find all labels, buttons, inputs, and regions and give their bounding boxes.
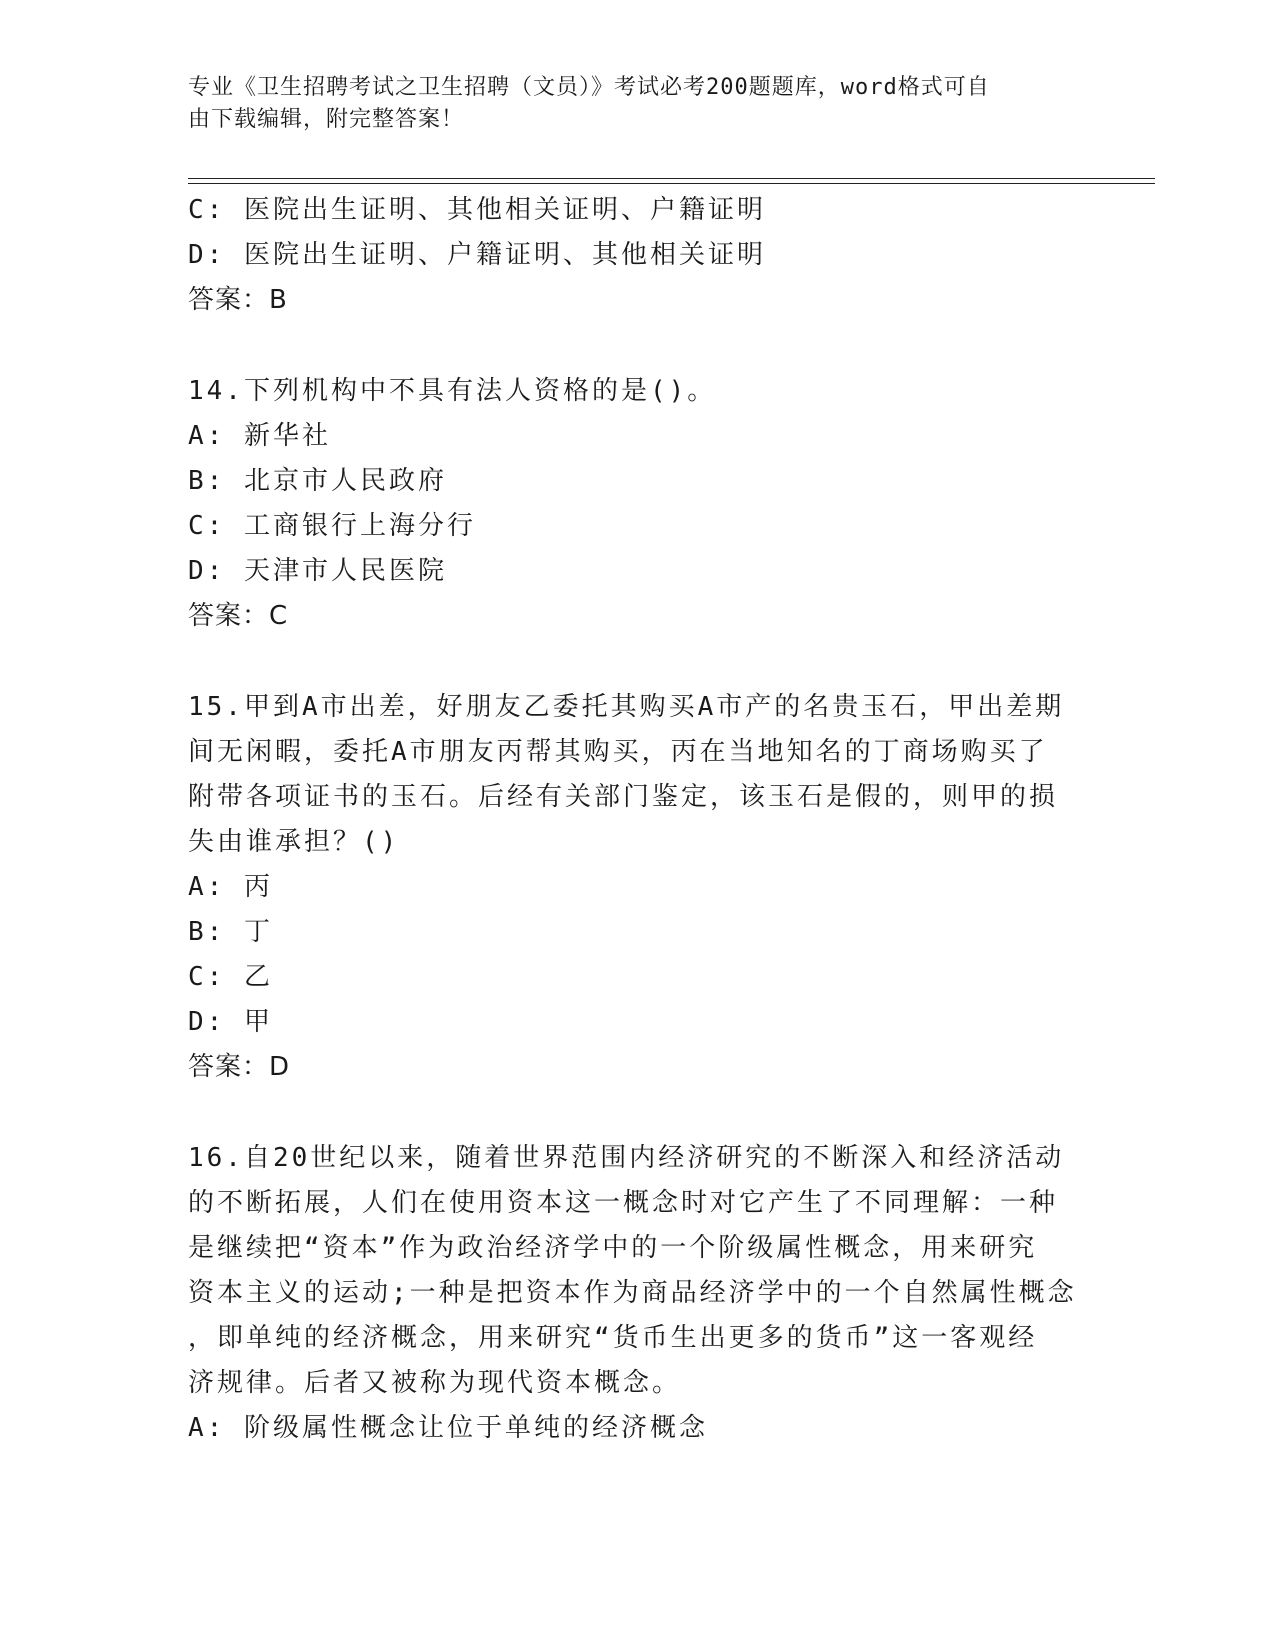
question-stem-line-2: 的不断拓展，人们在使用资本这一概念时对它产生了不同理解：一种 — [188, 1188, 1059, 1218]
question-stem-line-1: 16.自20世纪以来，随着世界范围内经济研究的不断深入和经济活动 — [188, 1143, 1065, 1173]
question-stem-line-4: 失由谁承担？() — [188, 827, 400, 857]
question-stem: 14.下列机构中不具有法人资格的是()。 — [188, 376, 717, 406]
option-c: C: 工商银行上海分行 — [188, 511, 476, 541]
question-stem-line-5: ，即单纯的经济概念，用来研究“货币生出更多的货币”这一客观经 — [188, 1323, 1038, 1353]
option-c: C: 医院出生证明、其他相关证明、户籍证明 — [188, 195, 766, 225]
spacer — [188, 1090, 1088, 1136]
answer-label: 答案：C — [188, 601, 289, 631]
answer-label: 答案：D — [188, 1052, 291, 1082]
question-stem-line-4: 资本主义的运动;一种是把资本作为商品经济学中的一个自然属性概念 — [188, 1278, 1077, 1308]
question-list — [188, 188, 1088, 1451]
question-stem-line-3: 是继续把“资本”作为政治经济学中的一个阶级属性概念，用来研究 — [188, 1233, 1038, 1263]
spacer — [188, 323, 1088, 369]
header-line-1: 专业《卫生招聘考试之卫生招聘（文员）》考试必考200题题库，word格式可自 — [188, 75, 990, 100]
question-stem-line-2: 间无闲暇，委托A市朋友丙帮其购买，丙在当地知名的丁商场购买了 — [188, 737, 1048, 767]
option-c: C: 乙 — [188, 962, 273, 992]
option-b: B: 北京市人民政府 — [188, 466, 447, 496]
option-a: A: 新华社 — [188, 421, 331, 451]
option-b: B: 丁 — [188, 917, 273, 947]
question-13-continued — [188, 188, 1088, 323]
question-stem-line-6: 济规律。后者又被称为现代资本概念。 — [188, 1368, 682, 1398]
question-15 — [188, 685, 1088, 1090]
option-d: D: 甲 — [188, 1007, 273, 1037]
spacer — [188, 639, 1088, 685]
document-header — [188, 72, 1068, 136]
question-14 — [188, 369, 1088, 639]
option-d: D: 医院出生证明、户籍证明、其他相关证明 — [188, 240, 766, 270]
option-d: D: 天津市人民医院 — [188, 556, 447, 586]
question-16 — [188, 1136, 1088, 1451]
question-stem-line-3: 附带各项证书的玉石。后经有关部门鉴定，该玉石是假的，则甲的损 — [188, 782, 1059, 812]
option-a: A: 丙 — [188, 872, 273, 902]
header-line-2: 由下载编辑，附完整答案！ — [188, 107, 465, 132]
answer-label: 答案：B — [188, 285, 288, 315]
header-divider-top — [188, 178, 1155, 179]
header-divider-bottom — [188, 183, 1155, 184]
option-a: A: 阶级属性概念让位于单纯的经济概念 — [188, 1413, 708, 1443]
question-stem-line-1: 15.甲到A市出差，好朋友乙委托其购买A市产的名贵玉石，甲出差期 — [188, 692, 1065, 722]
